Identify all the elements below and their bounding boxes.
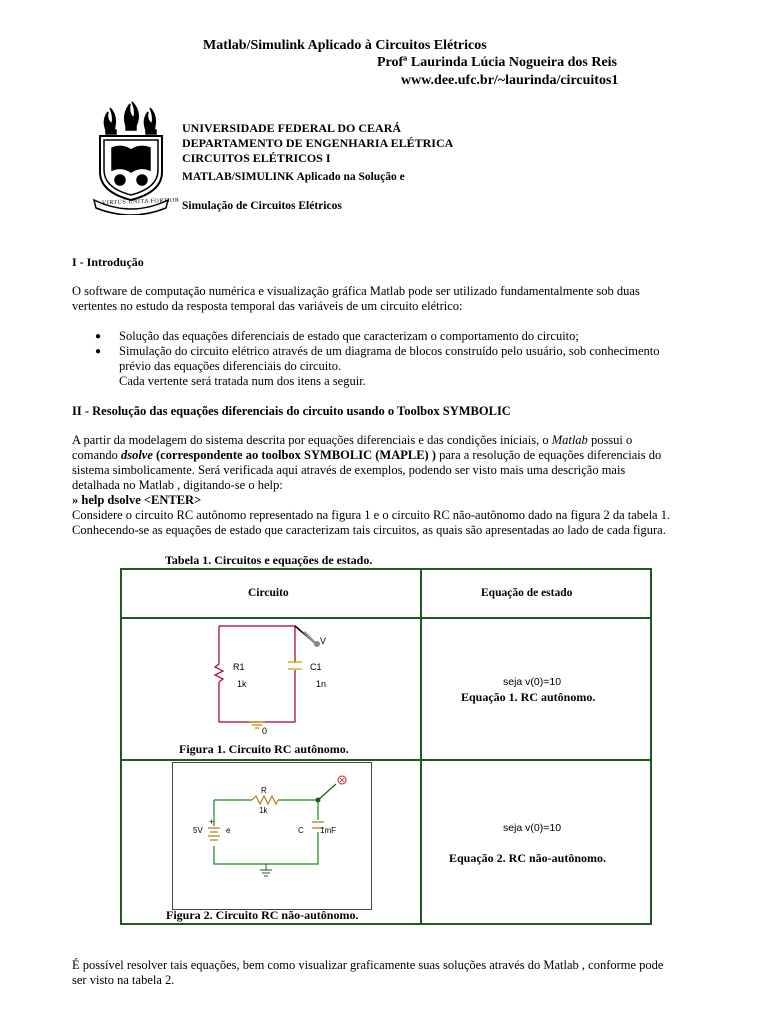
closing-line: ser visto na tabela 2. — [72, 973, 175, 987]
text-span: para a resolução de equações diferenciais do — [435, 448, 662, 462]
equation-1-label: Equação 1. RC autônomo. — [461, 690, 596, 704]
help-command: » help dsolve <ENTER> — [72, 493, 202, 507]
intro-line: O software de computação numérica e visualização gráfica Matlab pode ser utilizado fundamentalmente sob duas — [72, 284, 640, 298]
initial-condition-1: seja v(0)=10 — [503, 676, 562, 688]
paragraph-line: Conhecendo-se as equações de estado que caracterizam tais circuitos, as quais são apresentadas ao lado de cada figura. — [72, 523, 666, 537]
closing-line: É possível resolver tais equações, bem como visualizar graficamente suas soluções através do Matlab , conforme pode — [72, 958, 664, 972]
text-span: comando — [72, 448, 121, 462]
capacitor-2-value: 1mF — [320, 826, 336, 835]
capacitor-value: 1n — [316, 679, 327, 689]
bullet-line: Cada vertente será tratada num dos itens a seguir. — [119, 374, 366, 388]
paragraph-line: Considere o circuito RC autônomo representado na figura 1 e o circuito RC não-autônomo dado na figura 2 da tabela 1. — [72, 508, 671, 522]
seal-motto: VIRTUS UNITA FORTIOR — [101, 197, 180, 207]
author-name: Profª Laurinda Lúcia Nogueira dos Reis — [377, 55, 618, 70]
subtitle-line2: Simulação de Circuitos Elétricos — [182, 200, 342, 212]
section-1-heading: I - Introdução — [72, 255, 144, 269]
paragraph-line: detalhada no Matlab , digitando-se o help: — [72, 478, 283, 492]
paragraph-line — [72, 448, 712, 463]
source-label: e — [226, 826, 231, 835]
text-span: possui o — [587, 433, 633, 447]
table-cell — [420, 759, 652, 925]
course-name: CIRCUITOS ELÉTRICOS I — [182, 151, 331, 165]
intro-line: vertentes no estudo da resposta temporal das variáveis de um circuito elétrico: — [72, 299, 463, 313]
command-name: dsolve — [120, 448, 153, 462]
capacitor-label: C1 — [310, 662, 322, 672]
resistor-2-label: R — [261, 786, 267, 795]
figure-1-caption: Figura 1. Circuito RC autônomo. — [179, 742, 349, 756]
closing-paragraph — [72, 958, 712, 988]
bullet-line: prévio das equações diferenciais do circuito. — [119, 359, 342, 373]
subtitle-line1: MATLAB/SIMULINK Aplicado na Solução e — [182, 171, 405, 183]
equation-2-label: Equação 2. RC não-autônomo. — [449, 851, 607, 865]
toolbox-note: (correspondente ao toolbox SYMBOLIC (MAPLE) ) — [152, 448, 436, 462]
figure-2-caption: Figura 2. Circuito RC não-autônomo. — [166, 908, 359, 922]
bullet-dot: ● — [95, 346, 102, 357]
bullet-dot: ● — [95, 331, 102, 342]
paragraph-line — [72, 433, 712, 448]
document-title: Matlab/Simulink Aplicado à Circuitos Elétricos — [203, 38, 487, 53]
ground-label: 0 — [262, 726, 268, 736]
text-span: A partir da modelagem do sistema descrita por equações diferenciais e das condições iniciais, o — [72, 433, 552, 447]
capacitor-2-label: C — [298, 826, 304, 835]
section-2-heading: II - Resolução das equações diferenciais do circuito usando o Toolbox SYMBOLIC — [72, 404, 511, 418]
probe-label: V — [320, 636, 327, 646]
figure-2-circuit — [172, 762, 370, 908]
resistor-2-value: 1k — [259, 806, 268, 815]
course-url: www.dee.ufc.br/~laurinda/circuitos1 — [401, 73, 619, 88]
resistor-value: 1k — [237, 679, 247, 689]
bullet-item-1: Solução das equações diferenciais de estado que caracterizam o comportamento do circuito; — [119, 329, 579, 343]
text-span-italic: Matlab — [551, 433, 588, 447]
column-header-circuit: Circuito — [248, 587, 289, 599]
column-header-equation: Equação de estado — [481, 587, 573, 599]
table-cell — [420, 617, 652, 761]
university-seal — [92, 100, 180, 215]
bullet-item-2 — [119, 344, 759, 389]
table-caption: Tabela 1. Circuitos e equações de estado. — [165, 553, 373, 567]
source-value: 5V — [193, 826, 203, 835]
section-2-paragraph — [72, 433, 712, 538]
source-plus-sign: + — [209, 817, 214, 826]
resistor-label: R1 — [233, 662, 245, 672]
initial-condition-2: seja v(0)=10 — [503, 822, 562, 834]
intro-paragraph — [72, 284, 712, 314]
university-name: UNIVERSIDADE FEDERAL DO CEARÁ — [182, 121, 402, 135]
department-name: DEPARTAMENTO DE ENGENHARIA ELÉTRICA — [182, 136, 454, 150]
paragraph-line: sistema simbolicamente. Será verificada aqui através de exemplos, podendo ser visto mais uma descrição mais — [72, 463, 626, 477]
bullet-line: Simulação do circuito elétrico através de um diagrama de blocos construído pelo usuário, sob conhecimento — [119, 344, 660, 358]
